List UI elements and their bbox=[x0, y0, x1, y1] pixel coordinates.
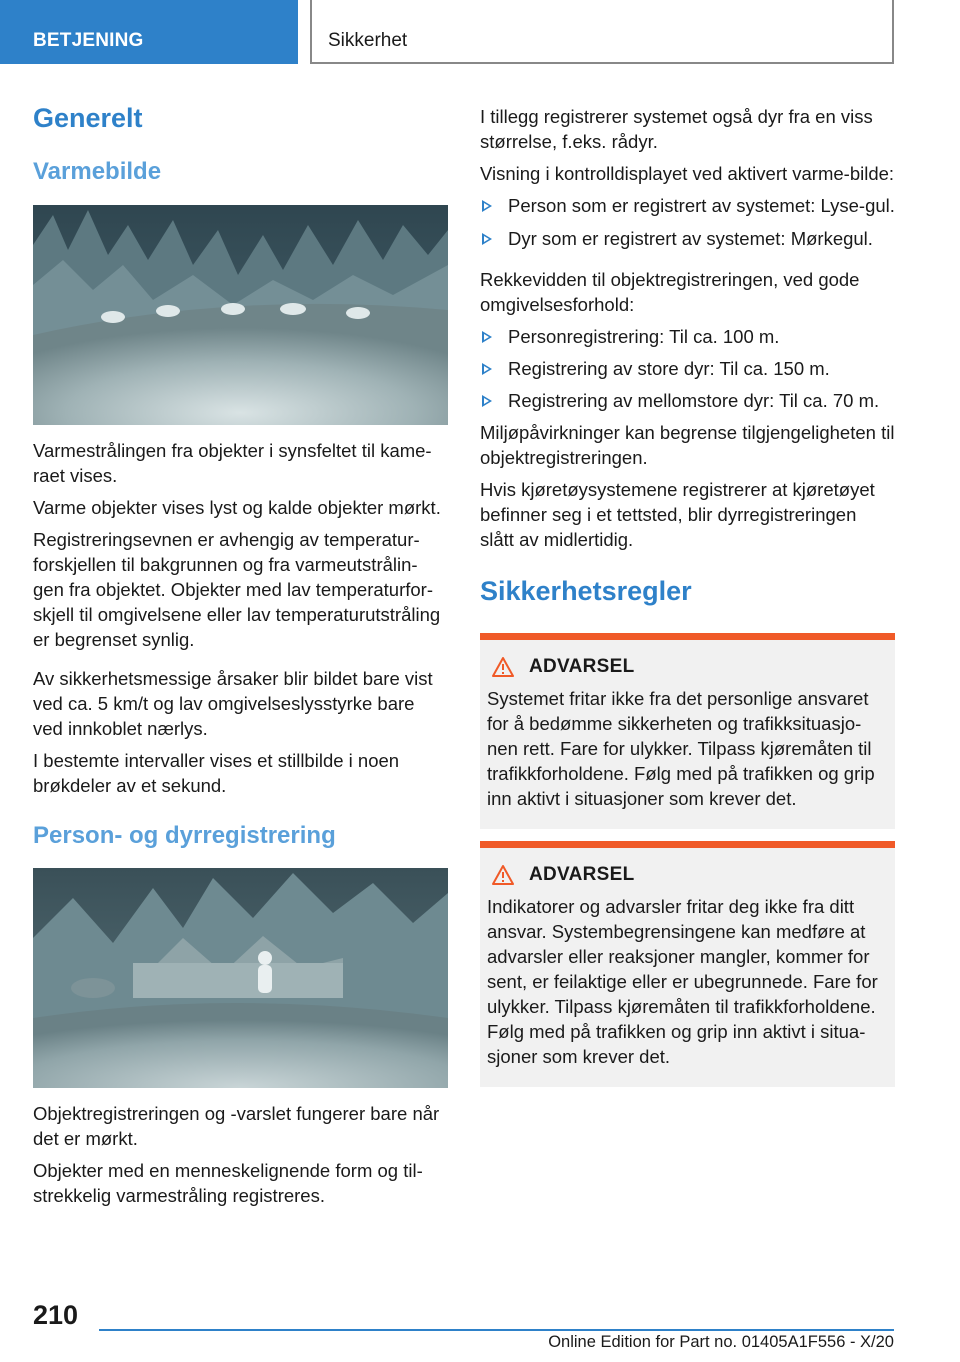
paragraph: Varme objekter vises lyst og kalde objekter mørkt. bbox=[33, 497, 441, 518]
paragraph: Rekkevidden til objektregistreringen, ved gode omgivelsesforhold: bbox=[480, 269, 860, 315]
warning-box bbox=[480, 633, 895, 829]
triangle-bullet-icon bbox=[482, 395, 492, 407]
warning-text: Systemet fritar ikke fra det personlige ansvaret for å bedømme sikkerheten og trafikksituasjo‐nen rett. Fare for ulykker. Tilpass kjøremåten til trafikkforholdene. Følg med på trafikken og grip inn aktivt i situasjoner som krever det. bbox=[487, 688, 875, 809]
footer-divider bbox=[99, 1329, 894, 1331]
thermal-image-animals bbox=[33, 205, 448, 425]
warning-triangle-icon bbox=[491, 864, 515, 886]
bullet-list-range bbox=[480, 324, 895, 413]
header-section-tab bbox=[0, 0, 298, 64]
triangle-bullet-icon bbox=[482, 233, 492, 245]
warning-title: ADVARSEL bbox=[529, 656, 635, 677]
list-item: Registrering av mellomstore dyr: Til ca. 70 m. bbox=[480, 388, 895, 413]
paragraph: Miljøpåvirkninger kan begrense tilgjengeligheten til objektregistreringen. bbox=[480, 422, 895, 468]
triangle-bullet-icon bbox=[482, 363, 492, 375]
paragraph: Visning i kontrolldisplayet ved aktivert varme‐bilde: bbox=[480, 163, 895, 184]
paragraph: Registreringsevnen er avhengig av temperatur‐forskjellen til bakgrunnen og fra varmeutstrålin‐gen fra objektet. Objekter med lav temperaturfor‐skjell til omgivelsene eller lav temperaturutstråling er begrenset synlig. bbox=[33, 529, 441, 650]
right-column bbox=[480, 100, 895, 1087]
heading-varmebilde: Varmebilde bbox=[33, 158, 162, 185]
thermal-image-pedestrian bbox=[33, 868, 448, 1088]
warning-title: ADVARSEL bbox=[529, 864, 635, 885]
paragraph: Objektregistreringen og -varslet fungerer bare når det er mørkt. bbox=[33, 1103, 440, 1149]
footer-edition: Online Edition for Part no. 01405A1F556 - X/20 bbox=[548, 1333, 894, 1351]
paragraph: Av sikkerhetsmessige årsaker blir bildet bare vist ved ca. 5 km/t og lav omgivelseslysstyrke bare ved innkoblet nærlys. bbox=[33, 668, 433, 739]
list-item: Dyr som er registrert av systemet: Mørkegul. bbox=[480, 226, 895, 251]
list-item: Person som er registrert av systemet: Lyse‐gul. bbox=[480, 193, 895, 218]
heading-sikkerhetsregler: Sikkerhetsregler bbox=[480, 576, 692, 606]
warning-box bbox=[480, 841, 895, 1087]
page-number: 210 bbox=[33, 1300, 79, 1330]
paragraph: Hvis kjøretøysystemene registrerer at kjøretøyet befinner seg i et tettsted, blir dyrregistreringen slått av midlertidig. bbox=[480, 479, 875, 550]
paragraph: Objekter med en menneskelignende form og til‐strekkelig varmestråling registreres. bbox=[33, 1160, 423, 1206]
header-chapter-label: Sikkerhet bbox=[328, 30, 408, 51]
paragraph: Varmestrålingen fra objekter i synsfeltet til kame‐raet vises. bbox=[33, 440, 432, 486]
warning-text: Indikatorer og advarsler fritar deg ikke fra ditt ansvar. Systembegrensingene kan medføre at advarsler eller reaksjoner mangler, kommer for sent, er feilaktige eller er ubegrunnede. Fare for ulykker. Tilpass kjøremåten til trafikkforholdene. Følg med på trafikken og grip inn aktivt i situa‐sjoner som krever det. bbox=[487, 896, 878, 1067]
paragraph: I tillegg registrerer systemet også dyr fra en viss størrelse, f.eks. rådyr. bbox=[480, 106, 873, 152]
list-item: Registrering av store dyr: Til ca. 150 m. bbox=[480, 356, 895, 381]
left-column bbox=[33, 100, 448, 1208]
triangle-bullet-icon bbox=[482, 331, 492, 343]
header-section-label: BETJENING bbox=[33, 30, 144, 51]
bullet-list-display bbox=[480, 193, 895, 251]
header-chapter-tab bbox=[310, 0, 894, 64]
paragraph: I bestemte intervaller vises et stillbilde i noen brøkdeler av et sekund. bbox=[33, 750, 400, 796]
triangle-bullet-icon bbox=[482, 200, 492, 212]
warning-triangle-icon bbox=[491, 656, 515, 678]
list-item: Personregistrering: Til ca. 100 m. bbox=[480, 324, 895, 349]
heading-person-dyrregistrering: Person- og dyrregistrering bbox=[33, 822, 336, 849]
heading-generelt: Generelt bbox=[33, 103, 143, 133]
